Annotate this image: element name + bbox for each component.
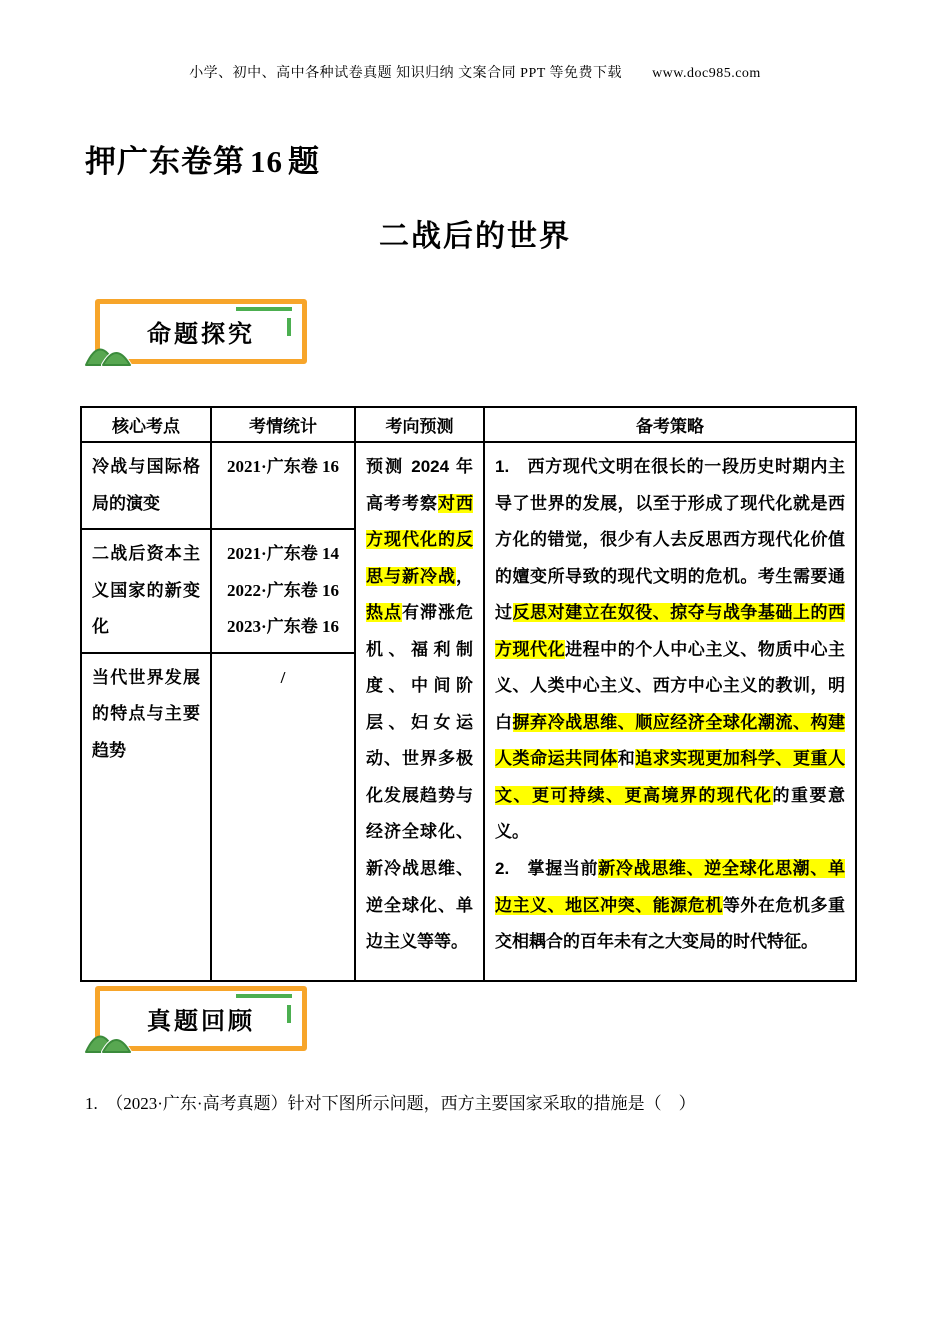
strategy-cell	[484, 442, 856, 981]
site-header	[0, 0, 950, 82]
page-title	[85, 136, 950, 181]
stats-line: /	[280, 667, 286, 687]
page-title-prefix: 押广东卷第	[85, 144, 245, 179]
exam-prep-table	[80, 406, 857, 982]
topic-cell: 冷战与国际格局的演变	[81, 442, 211, 529]
strategy-item-2: 2. 掌握当前新冷战思维、逆全球化思潮、单边主义、地区冲突、能源危机等外在危机多重交相耦合的百年未有之大变局的时代特征。	[495, 859, 846, 952]
header-cell-prediction: 考向预测	[355, 407, 484, 442]
badge-accent-hline	[236, 307, 292, 311]
stats-line: 2021·广东卷 14	[227, 544, 339, 564]
section-badge-label: 命题探究	[147, 321, 255, 348]
site-url: www.doc985.com	[652, 66, 761, 81]
topic-cell: 当代世界发展的特点与主要趋势	[81, 653, 211, 981]
topic-cell: 二战后资本主义国家的新变化	[81, 529, 211, 653]
header-cell-strategy: 备考策略	[484, 407, 856, 442]
stats-line: 2023·广东卷 16	[227, 617, 339, 637]
page-title-number: 16	[250, 144, 283, 179]
table-header-row	[81, 407, 856, 442]
stats-cell	[211, 653, 355, 981]
section-badge-zhenti-huigu	[95, 986, 307, 1051]
badge-accent-vline	[287, 318, 291, 336]
stats-line: 2021·广东卷 16	[227, 457, 339, 476]
page-title-suffix: 题	[288, 144, 320, 179]
stats-line: 2022·广东卷 16	[227, 580, 339, 600]
mountain-icon	[84, 1016, 142, 1054]
question-text: 1. （2023·广东·高考真题）针对下图所示问题，西方主要国家采取的措施是（ ）	[85, 1093, 696, 1113]
header-cell-exam-stats: 考情统计	[211, 407, 355, 442]
site-header-tagline: 小学、初中、高中各种试卷真题 知识归纳 文案合同 PPT 等免费下载	[189, 66, 623, 81]
mountain-icon	[84, 329, 142, 367]
stats-cell	[211, 529, 355, 653]
stats-cell	[211, 442, 355, 529]
strategy-item-1: 1. 西方现代文明在很长的一段历史时期内主导了世界的发展，以至于形成了现代化就是西方化的错觉，很少有人去反思西方现代化价值的嬗变所导致的现代文明的危机。考生需要通过反思对建立在奴役、掠夺与战争基础上的西方现代化进程中的个人中心主义、物质中心主义、人类中心主义、西方中心主义的教训，明白摒弃冷战思维、顺应经济全球化潮流、构建人类命运共同体和追求实现更加科学、更重人文、更可持续、更高境界的现代化的重要意义。	[495, 457, 846, 842]
section-badge-mingti-tanjiu	[95, 299, 307, 364]
badge-accent-hline	[236, 994, 292, 998]
prediction-cell: 预测 2024 年高考考察对西方现代化的反思与新冷战，热点有滞涨危机、福利制度、中间阶层、妇女运动、世界多极化发展趋势与经济全球化、新冷战思维、逆全球化、单边主义等等。	[355, 442, 484, 981]
badge-accent-vline	[287, 1005, 291, 1023]
table-row	[81, 442, 856, 529]
doc-subtitle: 二战后的世界	[379, 220, 571, 253]
section-badge-label: 真题回顾	[147, 1007, 255, 1035]
header-cell-core-topics: 核心考点	[81, 407, 211, 442]
